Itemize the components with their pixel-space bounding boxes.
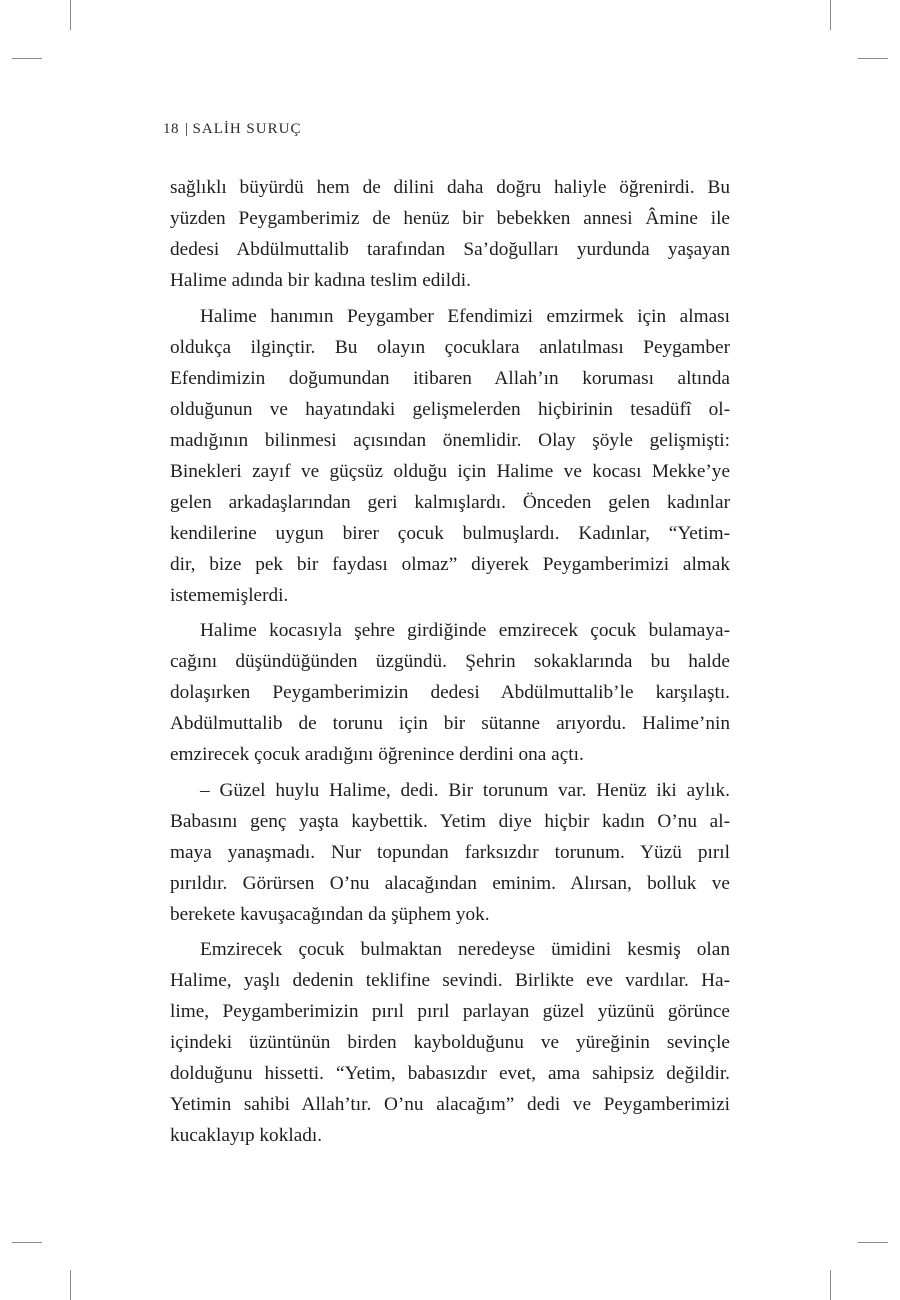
- text-line: içindeki üzüntünün birden kaybolduğunu ve yüreğinin sevinçle: [170, 1032, 730, 1053]
- paragraph: [170, 172, 730, 296]
- text-line: sağlıklı büyürdü hem de dilini daha doğru haliyle öğrenirdi. Bu: [170, 177, 730, 198]
- text-line: gelen arkadaşlarından geri kalmışlardı. Önceden gelen kadınlar: [170, 491, 730, 513]
- crop-mark-right-bottom: [858, 1242, 888, 1243]
- paragraph: [170, 775, 730, 930]
- text-line: pırıldır. Görürsen O’nu alacağından eminim. Alırsan, bolluk ve: [170, 872, 730, 894]
- text-line: kucaklayıp kokladı.: [170, 1125, 323, 1146]
- crop-mark-bottom-left: [70, 1270, 71, 1300]
- text-line: Babasını genç yaşta kaybettik. Yetim diye hiçbir kadın O’nu al-: [170, 810, 730, 832]
- paragraph: [170, 934, 730, 1151]
- crop-mark-right-top: [858, 58, 888, 59]
- text-line: madığının bilinmesi açısından önemlidir. Olay şöyle gelişmişti:: [170, 429, 730, 451]
- crop-mark-top-right: [830, 0, 831, 30]
- text-line: Binekleri zayıf ve güçsüz olduğu için Halime ve kocası Mekke’ye: [170, 460, 730, 482]
- text-line: emzirecek çocuk aradığını öğrenince derdini ona açtı.: [170, 744, 584, 765]
- text-line: Emzirecek çocuk bulmaktan neredeyse ümidini kesmiş olan: [200, 939, 730, 960]
- text-line: Efendimizin doğumundan itibaren Allah’ın koruması altında: [170, 367, 730, 389]
- text-line: dolaşırken Peygamberimizin dedesi Abdülmuttalib’le karşılaştı.: [170, 682, 730, 703]
- text-line: Halime hanımın Peygamber Efendimizi emzirmek için alması: [200, 305, 730, 327]
- author-name: SALİH SURUÇ: [192, 121, 302, 137]
- text-line: Halime, yaşlı dedenin teklifine sevindi. Birlikte eve vardılar. Ha-: [170, 970, 730, 991]
- text-line: lime, Peygamberimizin pırıl pırıl parlayan güzel yüzünü görünce: [170, 1001, 730, 1022]
- text-line: Yetimin sahibi Allah’tır. O’nu alacağım” dedi ve Peygamberimizi: [170, 1094, 730, 1115]
- text-line: berekete kavuşacağından da şüphem yok.: [170, 903, 490, 925]
- crop-mark-left-bottom: [12, 1242, 42, 1243]
- text-line: yüzden Peygamberimiz de henüz bir bebekken annesi Âmine ile: [170, 208, 730, 229]
- text-line: dedesi Abdülmuttalib tarafından Sa’doğulları yurdunda yaşayan: [170, 239, 730, 260]
- body-text: [170, 172, 730, 1151]
- text-line: dir, bize pek bir faydası olmaz” diyerek Peygamberimizi almak: [170, 553, 730, 575]
- crop-mark-top-left: [70, 0, 71, 30]
- text-line: kendilerine uygun birer çocuk bulmuşlardı. Kadınlar, “Yetim-: [170, 522, 730, 544]
- text-line: olduğunun ve hayatındaki gelişmelerden hiçbirinin tesadüfî ol-: [170, 398, 730, 420]
- text-line: Halime adında bir kadına teslim edildi.: [170, 270, 471, 291]
- text-line: Halime kocasıyla şehre girdiğinde emzirecek çocuk bulamaya-: [200, 620, 730, 641]
- text-line: cağını düşündüğünden üzgündü. Şehrin sokaklarında bu halde: [170, 651, 730, 672]
- crop-mark-bottom-right: [830, 1270, 831, 1300]
- paragraph: [170, 615, 730, 770]
- paragraph: [170, 301, 730, 611]
- text-line: – Güzel huylu Halime, dedi. Bir torunum var. Henüz iki aylık.: [200, 779, 730, 801]
- running-head: [163, 121, 301, 138]
- page-number: 18: [163, 121, 179, 137]
- text-line: oldukça ilginçtir. Bu olayın çocuklara anlatılması Peygamber: [170, 336, 730, 358]
- text-line: dolduğunu hissetti. “Yetim, babasızdır evet, ama sahipsiz değildir.: [170, 1063, 730, 1084]
- crop-mark-left-top: [12, 58, 42, 59]
- text-line: istememişlerdi.: [170, 584, 289, 606]
- text-line: Abdülmuttalib de torunu için bir sütanne arıyordu. Halime’nin: [170, 713, 730, 734]
- header-separator: |: [185, 121, 189, 137]
- text-line: maya yanaşmadı. Nur topundan farksızdır torunum. Yüzü pırıl: [170, 841, 730, 863]
